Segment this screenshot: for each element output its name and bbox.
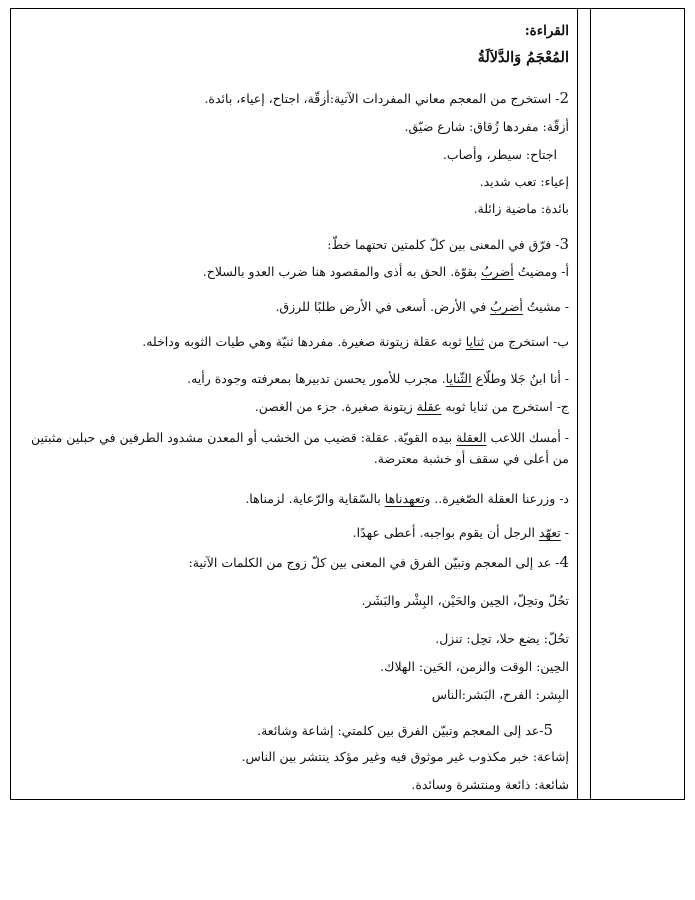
section-title: القراءة: [524, 23, 569, 39]
q4-answer-1: تحُلّ: يضع حلا، تحِل: تنزل. [435, 631, 569, 646]
q3-number: 3 [559, 235, 569, 253]
q3-a1-underlined: أضربُ [480, 264, 514, 279]
q4-answer-3: البِشر: الفرح، البَشر:الناس [431, 687, 569, 702]
q3-d1: د- وزرعنا العقلة الصّغيرة.. وتعهدناها بالسّقاية والرّعاية. لزمناها. [245, 491, 569, 506]
q2-answer-3: إعياء: تعب شديد. [479, 174, 569, 189]
q3-b2-underlined: الثّنايا [445, 371, 472, 386]
q3-prompt: 3- فرّق في المعنى بين كلّ كلمتين تحتهما خطّ: [327, 235, 569, 253]
q4-words: تحُلّ وتحِلّ، الحِين والحَيْن، البِشْر والبَشَر. [361, 593, 569, 608]
q2-prompt: 2- استخرج من المعجم معاني المفردات الآتية:أزقّة، اجتاح، إعياء، بائدة. [204, 89, 569, 107]
q3-a2-underlined: أضربُ [490, 299, 523, 314]
lesson-table [10, 8, 685, 800]
side-column-divider [590, 9, 591, 799]
q3-b1-underlined: ثنايا [465, 334, 485, 349]
q4-answer-2: الحِين: الوقت والزمن، الحَين: الهلاك. [380, 659, 569, 674]
q3-d1-underlined: تعهدناها [384, 491, 425, 506]
q5-prompt: 5-عد إلى المعجم وتبيّن الفرق بين كلمتي: إشاعة وشائعة. [257, 721, 553, 739]
lesson-content [11, 9, 579, 799]
q2-answer-2: اجتاح: سيطر، وأصاب. [442, 147, 557, 162]
q3-b2: - أنا ابنُ جَلا وطلّاع الثّنايا. مجرب للأمور يحسن تدبيرها بمعرفته وجودة رأيه. [187, 371, 569, 386]
q3-c2-underlined: العقلة [456, 430, 487, 445]
q3-d2: - تعهّد الرجل أن يقوم بواجبه. أعطى عهدًا. [352, 525, 569, 540]
side-column [577, 9, 684, 799]
q4-prompt: 4- عد إلى المعجم وتبيّن الفرق في المعنى بين كلّ زوج من الكلمات الآتية: [188, 553, 569, 571]
q3-c1-underlined: عقلة [416, 399, 442, 414]
q4-number: 4 [559, 553, 569, 571]
q3-b1: ب- استخرج من ثنايا ثوبه عقلة زيتونة صغيرة. مفردها ثنيّة وهي طيات الثوبه وداخله. [142, 334, 569, 349]
q3-a1: أ- ومضيتُ أضربُ بقوّة. الحق به أذى والمقصود هنا ضرب العدو بالسلاح. [202, 264, 569, 279]
q5-answer-1: إشاعة: خبر مكذوب غير موثوق فيه وغير مؤكد ينتشر بين الناس. [241, 749, 569, 764]
q2-answer-1: أزقّة: مفردها زُقاق: شارع ضيّق. [404, 119, 569, 134]
q3-c2: - أمسك اللاعب العقلة بيده القويّة. عقلة: قضيب من الخشب أو المعدن مشدود الطرفين في حبلين مثبتين من أعلى في سقف أو خشبة معترضة. [31, 430, 569, 467]
q3-c1: ج- استخرج من ثنايا ثوبه عقلة زيتونة صغيرة. جزء من الغصن. [254, 399, 569, 414]
q2-answer-4: بائدة: ماضية زائلة. [473, 201, 569, 216]
q5-number: 5 [543, 721, 553, 739]
q2-number: 2 [559, 89, 569, 107]
q3-d2-underlined: تعهّد [538, 525, 561, 540]
q5-answer-2: شائعة: ذائعة ومنتشرة وسائدة. [411, 777, 569, 792]
q3-a2: - مشيتُ أضربُ في الأرض. أسعى في الأرض طلبًا للرزق. [275, 299, 569, 314]
section-subtitle: المُعْجَمُ وَالدَّلاَلَةُ [477, 49, 569, 66]
